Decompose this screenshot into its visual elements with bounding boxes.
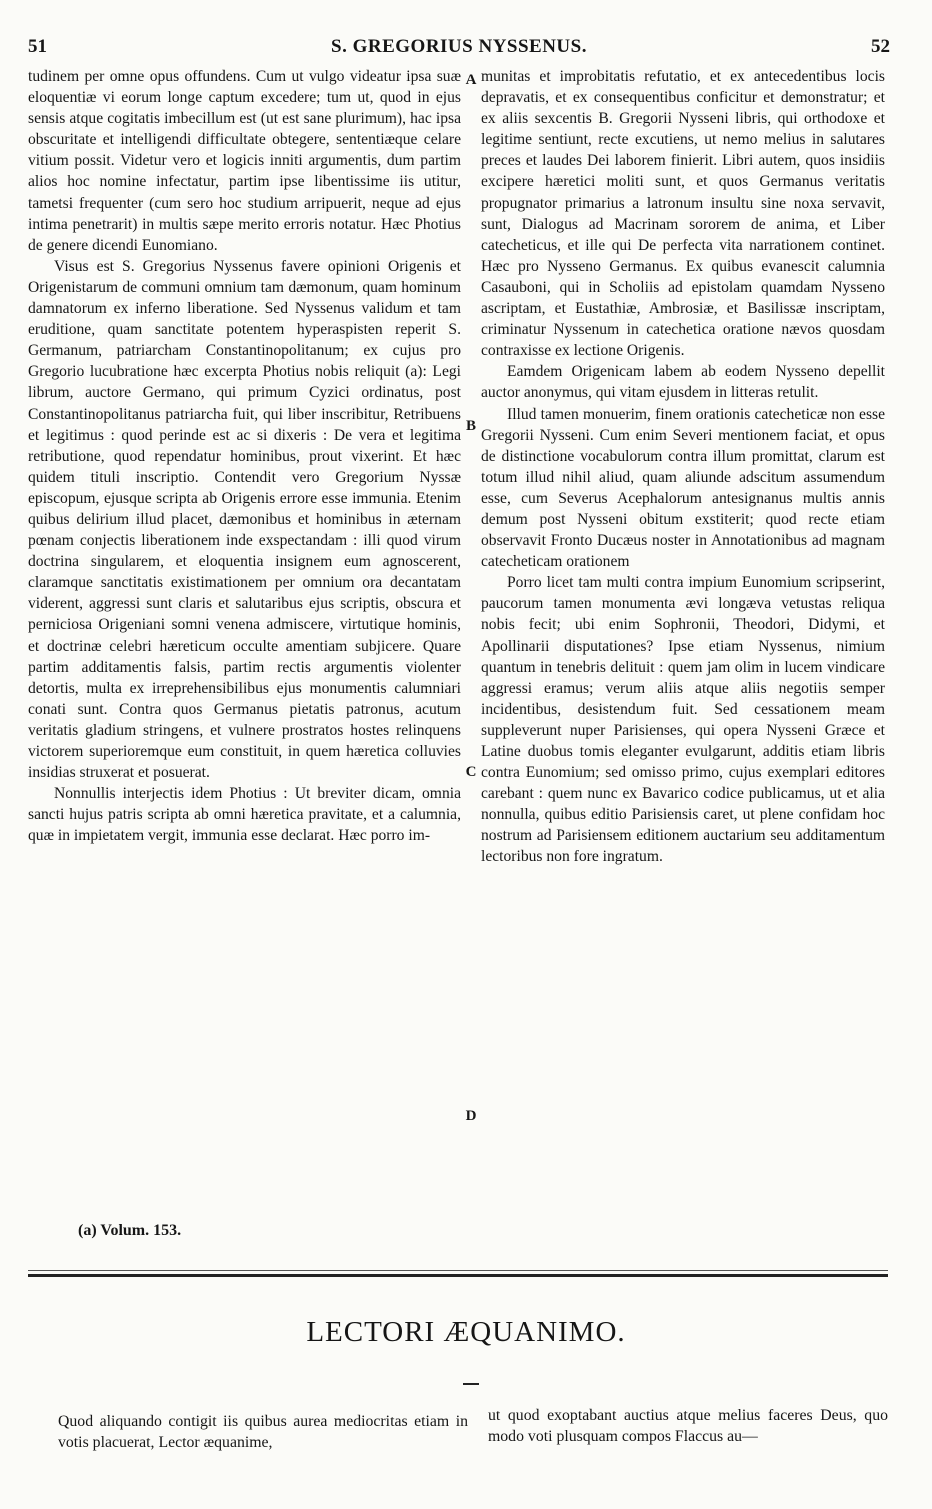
title-dash [463, 1383, 479, 1385]
margin-letter-d: D [465, 1108, 477, 1124]
running-title: S. GREGORIUS NYSSENUS. [331, 36, 587, 57]
margin-letter-c: C [465, 764, 477, 780]
bottom-right-paragraph: ut quod exoptabant auctius atque melius faceres Deus, quo modo voti plusquam compos Flaccus au— [488, 1407, 888, 1445]
right-column [481, 66, 885, 868]
divider-rule-thin [28, 1270, 888, 1271]
margin-letter-b: B [465, 418, 476, 434]
bottom-left-paragraph: Quod aliquando contigit iis quibus aurea mediocritas etiam in votis placuerat, Lector æquanime, [58, 1413, 468, 1451]
margin-letter-a: A [465, 72, 477, 88]
running-header [28, 36, 890, 64]
bottom-left-text [58, 1411, 468, 1453]
right-paragraph-2: Eamdem Origenicam labem ab eodem Nysseno depellit auctor anonymus, qui vitam ejusdem in litteras retulit. [481, 363, 885, 402]
section-title: LECTORI ÆQUANIMO. [306, 1316, 626, 1348]
bottom-right-text [488, 1405, 888, 1447]
right-page-number: 52 [871, 36, 890, 57]
left-paragraph-2: Visus est S. Gregorius Nyssenus favere opinioni Origenis et Origenistarum de communi omnium tam dæmonum, quam hominum damnatorum ex inferno liberatione. Sed Nyssenus validum et tam eruditione, quam sanctitate potentem hyperaspisten reperit S. Germanum, patriarcham Constantinopolitanum; ex cujus pro Gregorio lucubratione hæc excerpta Photius nobis reliquit (a): Legi librum, auctore Germano, qui primum Cyzici ordinatus, post Constantinopolitanus patriarcha fuit, qui liber inscribitur, Retribuens et legitimus : quod perinde est ac si dixeris : De vera et legitima retributione, quod rependatur hominibus, prout vixerint. Et hæc quidem tituli inscriptio. Contendit vero Gregorium Nyssæ episcopum, ejusque scripta ab Origenis errore esse immunia. Etenim quibus delirium illud placet, dæmonibus et hominibus in æternam pœnam conjectis liberationem inde exspectandam : illi quod virum doctrina singularem, et eloquentia insignem eum agnoscerent, claramque sanctitatis existimationem per omnium ora decantatam viderent, aggressi sunt claris et salutaribus ejus scriptis, obscura et perniciosa Origeniani somni venena admiscere, virtutique hominis, et doctrinæ celebri hæreticum occulte amentiam subjicere. Quare partim additamentis falsis, partim rectis argumentis violenter detortis, multa ex irreprehensibilibus ejus monumentis calumniari conati sunt. Contra quos Germanus pietatis patronus, acutum veritatis gladium stringens, et vulnere prostratos hostes relinquens victorem superioremque eum constituit, in quem hæretica colluvies insidias struxerat et posuerat. [28, 257, 461, 782]
footnote: (a) Volum. 153. [78, 1222, 182, 1239]
divider-rule-thick [28, 1274, 888, 1277]
left-column [28, 66, 461, 846]
left-paragraph-3: Nonnullis interjectis idem Photius : Ut breviter dicam, omnia sancti hujus patris scripta ab omni hæretica pravitate, et a calumnia, quæ in impietatem vergit, immunia esse declarat. Hæc porro im- [28, 785, 461, 845]
right-paragraph-4: Porro licet tam multi contra impium Eunomium scripserint, paucorum tamen monumenta ævi longæva vetustas reliqua nobis fecit; ubi enim Sophronii, Theodori, Didymi, et Apollinarii disputationes? Ipse etiam Nyssenus, nimium quantum in tenebris delituit : quem jam olim in lucem vindicare aggressi eramus; verum aliis atque aliis negotiis semper incidentibus, desistendum fuit. Sed cessationem meam suppleverunt nuper Parisienses, qui opera Nysseni Græce et Latine duobus tomis eleganter evulgarunt, additis etiam libris contra Eunomium; sed omisso primo, cujus exemplari editores carebant : quem nunc ex Bavarico codice publicamus, ut et alia nonnulla, quibus editio Parisiensis caret, ut plene confidam hoc nostrum ad Parisiensem editionem auctarium seu additamentum lectoribus non fore ingratum. [481, 574, 885, 866]
left-paragraph-1: tudinem per omne opus offundens. Cum ut vulgo videatur ipsa suæ eloquentiæ vi eorum longe captum excedere; tum ut, quod in ejus sensis atque cogitatis imbecillum est (ut est sane plurimum), hac ipsa obscuritate et intelligendi difficultate obtegere, sententiæque celare vitium possit. Videtur vero et logicis inniti argumentis, dum partim alios hoc nomine infectatur, partim ipse libentissime iis utitur, tametsi frequenter (cum sero hoc studium arripuerit, neque ad ejus intima penetrarit) in multis sæpe merito erroris notatur. Hæc Photius de genere dicendi Eunomiano. [28, 68, 461, 254]
left-page-number: 51 [28, 36, 47, 57]
right-paragraph-3: Illud tamen monuerim, finem orationis catecheticæ non esse Gregorii Nysseni. Cum enim Severi mentionem faciat, et opus de distinctione vocabulorum contra illum promittat, clarum est totum illud nihil aliud, quam aliunde adscitum assumendum esse, cum Severus Acephalorum antesignanus multis annis demum post Nysseni obitum exstiterit; quod recte etiam observavit Fronto Ducæus noster in Annotationibus ad magnam catecheticam orationem [481, 405, 885, 571]
right-paragraph-1: munitas et improbitatis refutatio, et ex antecedentibus locis depravatis, et ex consequentibus conficitur et demonstratur; et ex aliis sexcentis B. Gregorii Nysseni libris, qui orthodoxe et legitime sentiunt, recte excutiens, ut nemo melius in salutares preces et laudes Dei laborem finierit. Libri autem, quos insidiis excipere hæretici moliti sunt, et quos Germanus veritatis propugnator primarius a latronum insultu sine noxa servavit, sunt, Dialogus ad Macrinam sororem de anima, et Liber catecheticus, et ille qui De perfecta vita narrationem continet. Hæc pro Nysseno Germanus. Ex quibus evanescit calumnia Casauboni, qui in Scholiis ad epistolam quamdam Nysseno ascriptam, et Eustathiæ, Ambrosiæ, et Basilissæ inscriptam, criminatur Nyssenum in catechetica oratione nævos quosdam contraxisse ex lectione Origenis. [481, 68, 885, 360]
